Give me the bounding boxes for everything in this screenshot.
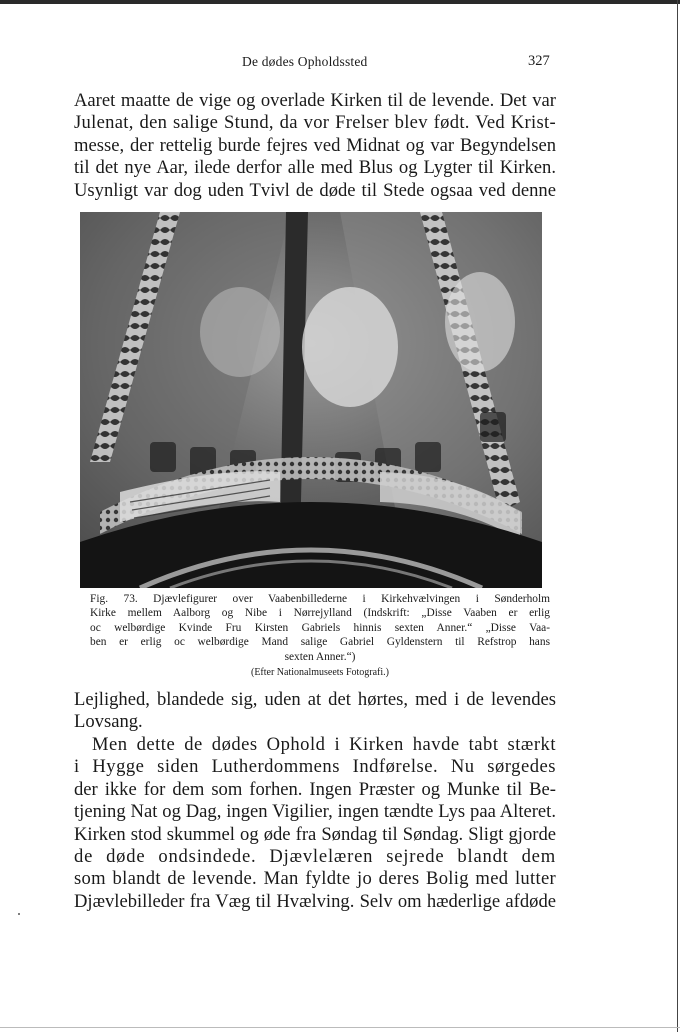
text-line: tjening Nat og Dag, ingen Vigilier, ingen tændte Lys paa Alteret. — [74, 801, 556, 823]
text-line: i Hygge siden Lutherdommens Indførelse. Nu sørgedes — [74, 756, 556, 778]
page-number: 327 — [528, 53, 550, 69]
text-line: Lovsang. — [74, 711, 143, 733]
text-line: Men dette de dødes Ophold i Kirken havde tabt stærkt — [92, 734, 556, 755]
figure-caption — [90, 592, 550, 680]
print-speck — [18, 913, 20, 915]
caption-line: oc welbørdige Kvinde Fru Kirsten Gabriels hinnis sexten Anner.“ „Disse Vaa- — [90, 621, 550, 634]
page-header — [0, 54, 688, 76]
text-line: der ikke for dem som forhen. Ingen Præster og Munke til Be- — [74, 778, 556, 800]
text-line: messe, der rettelig burde fejres ved Midnat og var Begyndelsen — [74, 134, 556, 156]
text-line: Julenat, den salige Stund, da vor Frelser blev født. Ved Krist- — [74, 112, 556, 134]
caption-line: Fig. 73. Djævlefigurer over Vaabenbillederne i Kirkehvælvingen i Sønderholm — [90, 593, 550, 605]
text-line: Djævlebilleder fra Væg til Hvælving. Selv om hæderlige afdøde — [74, 890, 556, 912]
figure-photograph — [80, 212, 542, 588]
text-line: til det nye Aar, ilede derfor alle med Blus og Lygter til Kirken. — [74, 157, 556, 179]
text-line: som blandt de levende. Man fyldte jo deres Bolig med lutter — [74, 868, 556, 890]
caption-line: sexten Anner.“) — [284, 650, 356, 663]
caption-line: Kirke mellem Aalborg og Nibe i Nørrejylland (Indskrift: „Disse Vaaben er erlig — [90, 607, 550, 620]
top-border-rule — [0, 0, 680, 4]
paragraph-after-figure — [74, 689, 556, 734]
text-line: de døde ondsindede. Djævlelæren sejrede blandt dem — [74, 846, 556, 868]
caption-line: ben er erlig oc welbørdige Mand salige Gabriel Gyldenstern til Refstrop hans — [90, 636, 550, 649]
text-line: Usynligt var dog uden Tvivl de døde til Stede ogsaa ved denne — [74, 179, 556, 201]
text-line: Kirken stod skummel og øde fra Søndag til Søndag. Sligt gjorde — [74, 823, 556, 845]
vault-painting-image — [80, 212, 542, 588]
bottom-border-rule — [0, 1027, 680, 1028]
right-border-rule — [677, 0, 678, 1032]
text-line: Aaret maatte de vige og overlade Kirken til de levende. Det var — [74, 90, 556, 111]
paragraph-top — [74, 90, 556, 202]
paragraph-bottom — [74, 734, 556, 913]
running-head: De dødes Opholdssted — [242, 54, 368, 69]
text-line: Lejlighed, blandede sig, uden at det hørtes, med i de levendes — [74, 689, 556, 710]
photo-credit: (Efter Nationalmuseets Fotografi.) — [250, 667, 389, 679]
